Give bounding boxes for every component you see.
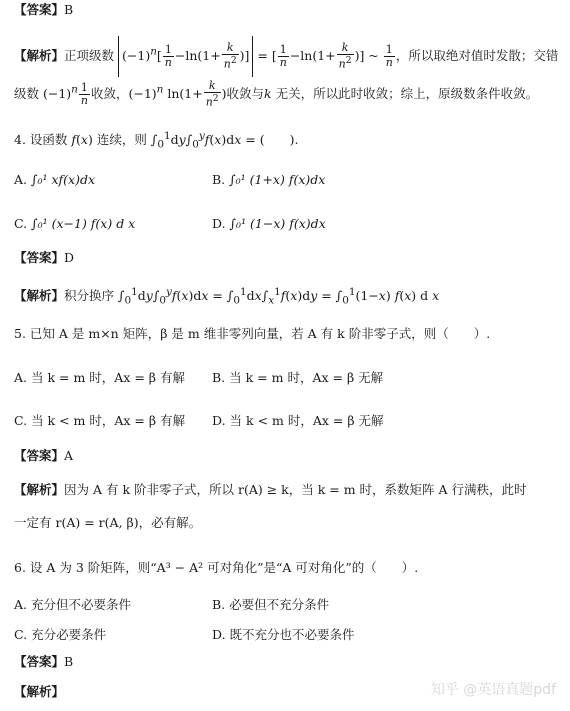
q3-analysis-line1: 【解析】正项级数 $(-1)^n$[ $\frac{1}{n}$ −ln(1+ $\frac{k}{n^2}$ )] = [ $\frac{1}{n}$ −ln(1+ $\frac{k}{n^2}$ )] ~ $\frac{1}{n}$ ，所以取绝对值时发散；交错 (14, 36, 558, 77)
option-label: D. (212, 216, 226, 231)
option-text: 当 k = m 时，Ax = β 无解 (229, 370, 384, 385)
option-label: A. (14, 370, 28, 385)
q4-option-c (14, 216, 135, 232)
q6-analysis (14, 684, 64, 700)
q6-stem: 6. 设 A 为 3 阶矩阵，则“A³ − A² 可对角化”是“A 可对角化”的（ ）. (14, 560, 419, 575)
q4-option-b (212, 172, 325, 188)
q3-line2-a: 级数 (14, 85, 40, 101)
option-label: A. (14, 172, 28, 187)
option-expr: ∫₀¹ (1−x) f(x)dx (229, 216, 326, 231)
q3-answer-value: B (64, 2, 74, 17)
q5-option-d (212, 413, 384, 429)
option-expr: ∫₀¹ (1+x) f(x)dx (229, 172, 326, 187)
q6-option-b (212, 597, 329, 613)
q3-answer (14, 2, 73, 18)
answer-tag: 【答案】 (14, 250, 65, 265)
q4-option-a (14, 172, 95, 188)
option-expr: ∫₀¹ xf(x)dx (31, 172, 96, 187)
analysis-tag: 【解析】 (14, 684, 65, 699)
option-text: 当 k < m 时，Ax = β 有解 (31, 413, 186, 428)
q4-stem-suffix: = ( ). (245, 132, 299, 148)
q3-line2-d: 无关，所以此时收敛；综上，原级数条件收敛。 (275, 85, 539, 101)
option-label: D. (212, 627, 226, 642)
q5-analysis-line2: 一定有 r(A) = r(A, β)，必有解。 (14, 515, 202, 530)
q4-analysis-prefix: 积分换序 (64, 288, 115, 304)
analysis-tag: 【解析】 (14, 47, 65, 63)
analysis-tag: 【解析】 (14, 288, 65, 304)
option-text: 充分必要条件 (31, 627, 107, 642)
option-label: A. (14, 597, 28, 612)
q3-line2-b: 收敛， (90, 85, 129, 101)
option-label: B. (212, 597, 226, 612)
q5-option-a (14, 370, 185, 386)
q4-analysis: 【解析】积分换序 $\int_0^1dy\int_0^yf(x)dx = \int_0^1dx\int_x^1f(x)dy = \int_0^1(1-x)$ f(x) d x (14, 286, 440, 307)
q3-abs-expression: $(-1)^n$[ $\frac{1}{n}$ −ln(1+ $\frac{k}{n^2}$ )] (118, 36, 253, 77)
q4-option-d (212, 216, 326, 232)
q4-answer (14, 250, 74, 266)
q4-stem-prefix: 4. 设函数 (14, 132, 68, 148)
analysis-tag: 【解析】 (14, 482, 65, 497)
option-text: 当 k = m 时，Ax = β 有解 (31, 370, 185, 385)
option-label: B. (212, 370, 226, 385)
q6-option-d (212, 627, 355, 643)
q6-answer (14, 654, 73, 670)
q6-answer-value: B (64, 654, 74, 669)
answer-tag: 【答案】 (14, 2, 65, 17)
option-label: D. (212, 413, 226, 428)
option-label: B. (212, 172, 226, 187)
q3-analysis-line2: 级数 $(-1)^n$ $\frac{1}{n}$ 收敛，$(-1)^n$ ln(1+ $\frac{k}{n^2}$ )收敛与k 无关，所以此时收敛；综上，原级数条件收敛。 (14, 79, 539, 109)
q5-option-b (212, 370, 383, 386)
q5-analysis-text: 因为 A 有 k 阶非零子式，所以 r(A) ≥ k，当 k = m 时，系数矩阵 A 行满秩，此时 (64, 482, 527, 497)
q5-answer-value: A (64, 448, 74, 463)
q4-answer-value: D (64, 250, 75, 265)
option-text: 既不充分也不必要条件 (229, 627, 355, 642)
q5-analysis-line1 (14, 482, 527, 498)
q3-analysis-prefix: 正项级数 (64, 47, 115, 63)
option-text: 当 k < m 时，Ax = β 无解 (229, 413, 384, 428)
option-label: C. (14, 627, 28, 642)
answer-tag: 【答案】 (14, 654, 65, 669)
q3-line2-c: 收敛与 (226, 85, 265, 101)
option-expr: ∫₀¹ (x−1) f(x) d x (31, 216, 136, 231)
q5-stem: 5. 已知 A 是 m×n 矩阵，β 是 m 维非零列向量，若 A 有 k 阶非零子式，则（ ）. (14, 326, 491, 341)
option-text: 必要但不充分条件 (229, 597, 330, 612)
option-label: C. (14, 216, 28, 231)
q5-option-c (14, 413, 185, 429)
q6-option-c (14, 627, 106, 643)
option-label: C. (14, 413, 28, 428)
answer-tag: 【答案】 (14, 448, 65, 463)
q5-answer (14, 448, 73, 464)
watermark: 知乎 @英语真题pdf (430, 682, 556, 698)
q3-analysis-suffix: ，所以取绝对值时发散；交错 (395, 47, 559, 63)
q4-stem-mid: 连续，则 (96, 132, 147, 148)
q6-option-a (14, 597, 131, 613)
q4-stem: 4. 设函数 f(x) 连续，则 $\int_0^1dy\int_0^yf(x)dx$ = ( ). (14, 130, 299, 151)
option-text: 充分但不必要条件 (31, 597, 132, 612)
